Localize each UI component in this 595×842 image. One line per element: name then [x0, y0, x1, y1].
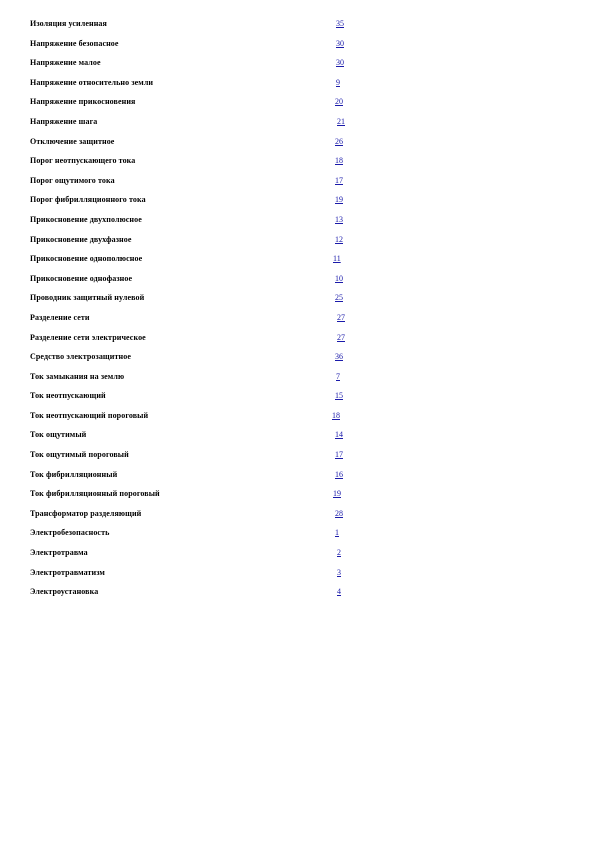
index-term: Проводник защитный нулевой	[30, 293, 145, 303]
page-number-link[interactable]: 30	[336, 58, 344, 68]
page-number-link[interactable]: 17	[335, 175, 343, 185]
index-entry	[30, 213, 360, 233]
index-term: Напряжение безопасное	[30, 38, 119, 48]
page-number-link[interactable]: 30	[336, 38, 344, 48]
index-term: Электробезопасность	[30, 528, 110, 538]
index-term: Трансформатор разделяющий	[30, 508, 142, 518]
page-number-link[interactable]: 14	[335, 430, 343, 440]
index-entry	[30, 56, 360, 76]
index-term: Средство электрозащитное	[30, 352, 131, 362]
index-term: Ток фибрилляционный пороговый	[30, 489, 160, 499]
page-number-link[interactable]: 25	[335, 293, 343, 303]
index-term: Изоляция усиленная	[30, 19, 107, 28]
index-entry	[30, 370, 360, 390]
page-number-link[interactable]: 17	[335, 450, 343, 460]
page-number-link[interactable]: 20	[335, 97, 343, 107]
page-number-link[interactable]: 18	[335, 156, 343, 166]
index-list	[30, 17, 360, 605]
index-entry	[30, 468, 360, 488]
index-entry	[30, 291, 360, 311]
index-entry	[30, 585, 360, 605]
page-number-link[interactable]: 19	[333, 489, 341, 499]
page-number-link[interactable]: 11	[333, 254, 341, 264]
index-term: Порог неотпускающего тока	[30, 156, 136, 166]
page-number-link[interactable]: 27	[337, 332, 345, 342]
index-term: Разделение сети электрическое	[30, 332, 146, 342]
index-entry	[30, 17, 360, 37]
index-entry	[30, 448, 360, 468]
index-entry	[30, 154, 360, 174]
page-number-link[interactable]: 28	[335, 508, 343, 518]
page-number-link[interactable]: 18	[332, 410, 340, 420]
page-number-link[interactable]: 9	[336, 77, 340, 87]
index-term: Ток фибрилляционный	[30, 469, 118, 479]
index-term: Ток ощутимый	[30, 430, 87, 440]
page-number-link[interactable]: 27	[337, 312, 345, 322]
index-entry	[30, 526, 360, 546]
index-entry	[30, 174, 360, 194]
page-number-link[interactable]: 35	[336, 19, 344, 28]
index-entry	[30, 115, 360, 135]
index-entry	[30, 272, 360, 292]
index-entry	[30, 252, 360, 272]
index-entry	[30, 193, 360, 213]
index-entry	[30, 95, 360, 115]
index-term: Ток ощутимый пороговый	[30, 450, 129, 460]
index-term: Электроустановка	[30, 587, 99, 597]
index-term: Напряжение относительно земли	[30, 77, 154, 87]
index-entry	[30, 546, 360, 566]
index-entry	[30, 311, 360, 331]
index-term: Прикосновение однополюсное	[30, 254, 143, 264]
index-term: Разделение сети	[30, 312, 90, 322]
index-term: Ток неотпускающий пороговый	[30, 410, 149, 420]
index-term: Прикосновение двухфазное	[30, 234, 132, 244]
page-number-link[interactable]: 13	[335, 214, 343, 224]
page-number-link[interactable]: 26	[335, 136, 343, 146]
page-number-link[interactable]: 19	[335, 195, 343, 205]
index-term: Отключение защитное	[30, 136, 115, 146]
index-entry	[30, 566, 360, 586]
index-entry	[30, 428, 360, 448]
index-entry	[30, 76, 360, 96]
index-term: Прикосновение двухполюсное	[30, 214, 142, 224]
index-entry	[30, 389, 360, 409]
index-term: Напряжение прикосновения	[30, 97, 136, 107]
page-number-link[interactable]: 7	[336, 371, 340, 381]
page-number-link[interactable]: 15	[335, 391, 343, 401]
index-term: Порог фибрилляционного тока	[30, 195, 146, 205]
index-entry	[30, 409, 360, 429]
index-entry	[30, 233, 360, 253]
index-entry	[30, 507, 360, 527]
page-number-link[interactable]: 4	[337, 587, 341, 597]
index-term: Ток замыкания на землю	[30, 371, 125, 381]
index-term: Напряжение шага	[30, 116, 98, 126]
index-entry	[30, 350, 360, 370]
index-term: Напряжение малое	[30, 58, 101, 68]
index-entry	[30, 135, 360, 155]
page-number-link[interactable]: 16	[335, 469, 343, 479]
index-term: Ток неотпускающий	[30, 391, 106, 401]
index-entry	[30, 487, 360, 507]
page-number-link[interactable]: 21	[337, 116, 345, 126]
page-number-link[interactable]: 2	[337, 548, 341, 558]
page-number-link[interactable]: 36	[335, 352, 343, 362]
index-entry	[30, 37, 360, 57]
page-number-link[interactable]: 12	[335, 234, 343, 244]
index-term: Порог ощутимого тока	[30, 175, 115, 185]
page-number-link[interactable]: 10	[335, 273, 343, 283]
page-number-link[interactable]: 3	[337, 567, 341, 577]
index-entry	[30, 331, 360, 351]
page-number-link[interactable]: 1	[335, 528, 339, 538]
index-term: Электротравматизм	[30, 567, 105, 577]
index-term: Прикосновение однофазное	[30, 273, 133, 283]
index-term: Электротравма	[30, 548, 88, 558]
